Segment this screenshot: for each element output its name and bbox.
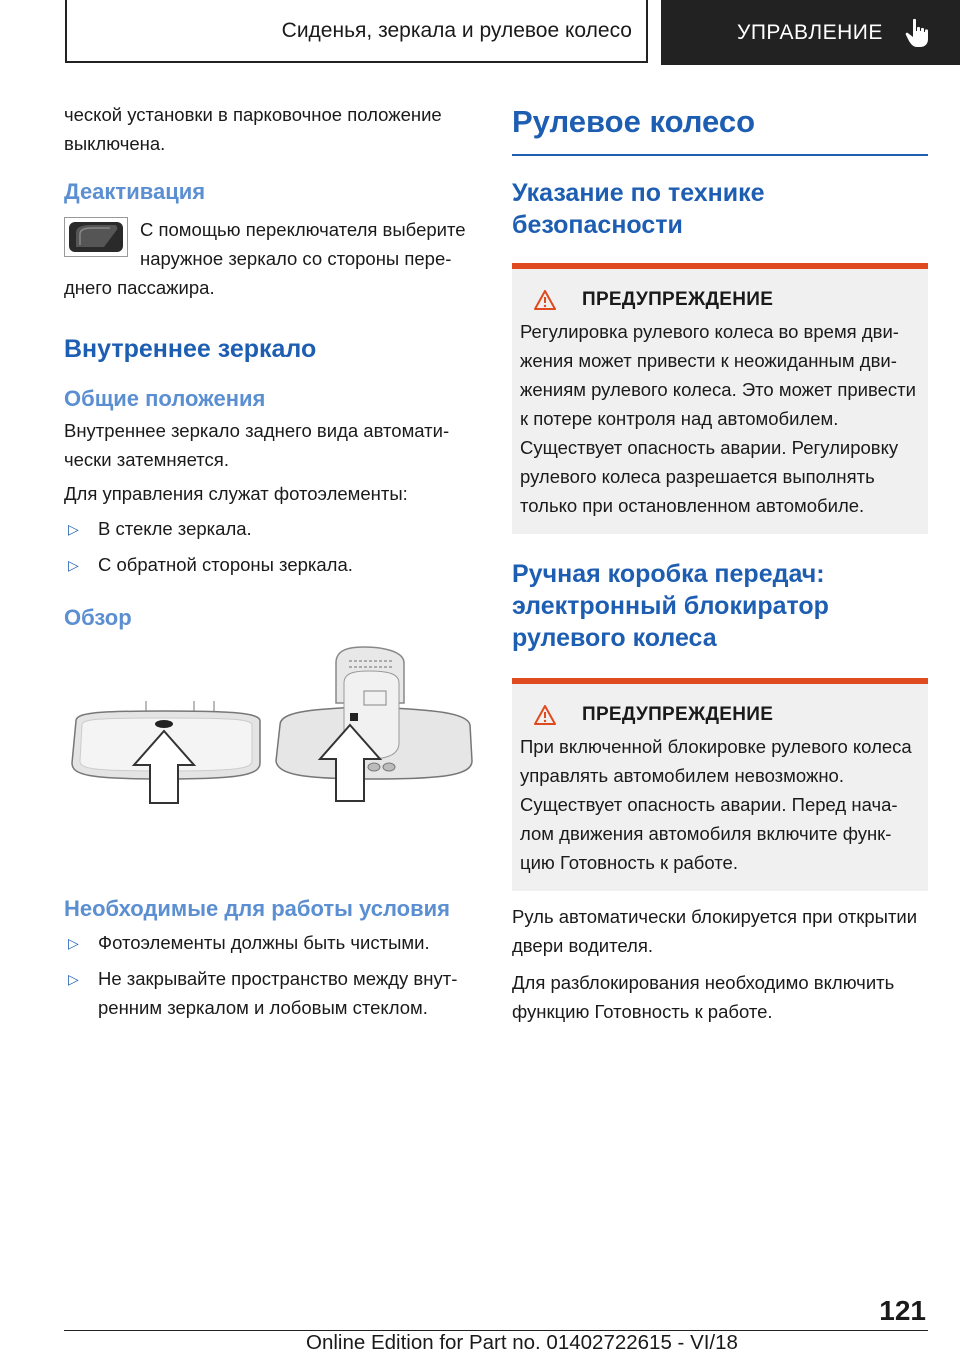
warning-title-text: ПРЕДУПРЕЖДЕНИЕ [582, 704, 774, 725]
list-item [64, 550, 476, 580]
bullet-icon: ▷ [68, 935, 79, 951]
warning-title [534, 704, 920, 726]
warning-text: Регулировка рулевого колеса во время движения может привести к неожиданным движениям рулевого колеса. Это может привести к потере контроля над автомобилем. Существует опасность аварии. Регулировку рулевого колеса разрешается выполнять только при остановленном автомобиле. [520, 321, 916, 516]
chapter-title: УПРАВЛЕНИЕ [737, 20, 883, 44]
warning-text: При включенной блокировке рулевого колеса управлять автомобилем невозможно. Существует опасность аварии. Перед началом движения автомобиля включите функцию Готовность к работе. [520, 736, 912, 873]
bullet-text: Фотоэлементы должны быть чистыми. [98, 932, 430, 953]
bullet-text: В стекле зеркала. [98, 518, 252, 539]
mirror-back-view [276, 647, 472, 801]
left-column [64, 100, 476, 1022]
section-title: Сиденья, зеркала и рулевое колесо [281, 18, 632, 42]
warning-box [512, 678, 928, 891]
steering-wheel-heading: Рулевое колесо [512, 104, 756, 139]
inner-mirror-heading: Внутреннее зеркало [64, 335, 317, 363]
section-header [65, 0, 648, 63]
mirror-illustration [64, 643, 476, 873]
bullet-icon: ▷ [68, 557, 79, 573]
bullet-icon: ▷ [68, 971, 79, 987]
steering-lock-heading: Ручная коробка передач: электронный блокиратор рулевого колеса [512, 560, 829, 652]
warning-title [534, 289, 920, 311]
photo-text: Для управления служат фотоэлементы: [64, 483, 408, 504]
bullet-text: Не закрывайте пространство между внутренним зеркалом и лобовым стеклом. [98, 968, 458, 1018]
lock-paragraph: Руль автоматически блокируется при открытии двери водителя. [512, 906, 918, 956]
overview-heading: Обзор [64, 605, 132, 630]
mirror-front-view [72, 701, 260, 803]
right-column [512, 100, 928, 1026]
general-heading: Общие положения [64, 386, 266, 411]
bullet-text: С обратной стороны зеркала. [98, 554, 353, 575]
page-number: 121 [879, 1295, 926, 1326]
list-item [64, 964, 476, 1022]
chapter-header[interactable] [661, 0, 960, 65]
bullet-icon: ▷ [68, 521, 79, 537]
list-item [64, 928, 476, 958]
deactivation-block [64, 215, 476, 302]
warning-box [512, 263, 928, 534]
general-text: Внутреннее зеркало заднего вида автоматически затемняется. [64, 420, 450, 470]
deactivation-text-line1: С помощью переключателя выберите [140, 219, 466, 240]
pointing-hand-icon [905, 18, 931, 48]
deactivation-text-line2: наружное зеркало со стороны пере- [140, 248, 452, 269]
edition-text: Online Edition for Part no. 01402722615 - VI/18 [306, 1331, 738, 1354]
mirror-switch-icon [64, 217, 128, 257]
list-item [64, 514, 476, 544]
conditions-heading: Необходимые для работы условия [64, 896, 450, 921]
unlock-paragraph: Для разблокирования необходимо включить функцию Готовность к работе. [512, 972, 895, 1022]
warning-title-text: ПРЕДУПРЕЖДЕНИЕ [582, 289, 774, 310]
intro-text: ческой установки в парковочное положение выключена. [64, 104, 442, 154]
deactivation-text-line3: днего пассажира. [64, 277, 215, 298]
warning-triangle-icon [534, 290, 556, 310]
safety-heading: Указание по технике безопасности [512, 179, 765, 239]
heading-rule [512, 154, 928, 156]
warning-triangle-icon [534, 705, 556, 725]
deactivation-heading: Деактивация [64, 179, 206, 204]
